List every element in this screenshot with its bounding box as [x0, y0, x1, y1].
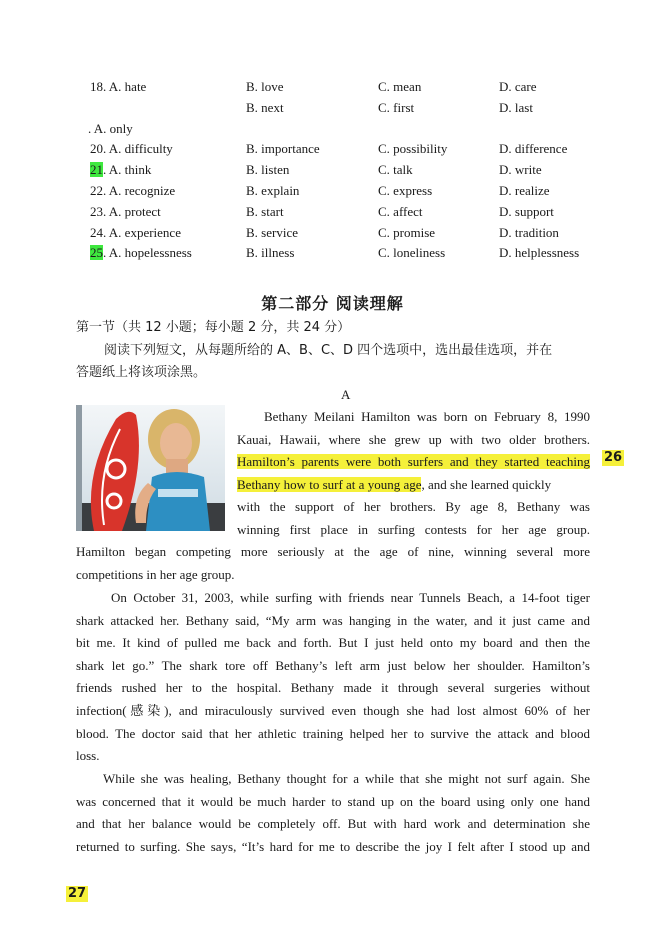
option-d: D. last	[499, 99, 533, 115]
p3-line: was concerned that it would be much harder to stand up on the board using only one hand	[76, 793, 590, 809]
paragraph-3	[76, 768, 590, 858]
paragraph-1-wrap	[237, 406, 590, 542]
option-c: C. talk	[378, 162, 413, 178]
option-c: C. express	[378, 183, 433, 198]
option-text: . A. hopelessness	[103, 245, 192, 261]
option-a	[90, 245, 192, 261]
p2-line: bit me. It kind of pulled me back and forth. But I just held onto my board and then the	[76, 635, 590, 651]
option-c: C. mean	[378, 79, 422, 94]
option-d: D. difference	[499, 141, 568, 157]
option-d: D. realize	[499, 183, 550, 198]
option-d: D. write	[499, 162, 542, 178]
option-c: C. promise	[378, 224, 436, 240]
option-b: B. start	[246, 203, 284, 219]
question-number-highlight: 21	[90, 162, 103, 178]
p1-line-4-rest: , and she learned quickly	[421, 476, 552, 492]
section-title: 第二部分 阅读理解	[261, 294, 404, 313]
p1-line-8: competitions in her age group.	[76, 566, 235, 582]
p3-line: While she was healing, Bethany thought for a while that she might not surf again. She	[103, 771, 590, 786]
option-d: D. helplessness	[499, 245, 580, 261]
option-a: 24. A. experience	[90, 224, 181, 240]
option-b: B. explain	[246, 183, 300, 198]
option-b: B. illness	[246, 245, 295, 261]
passage-label: A	[341, 387, 351, 402]
highlight-q26-part1: Hamilton’s parents were both surfers and they started teaching	[237, 454, 590, 470]
paragraph-1-tail	[76, 541, 590, 586]
option-b: B. importance	[246, 141, 320, 157]
p1-line-3	[237, 451, 590, 474]
question-number-highlight: 25	[90, 245, 103, 261]
option-c: C. possibility	[378, 141, 448, 157]
p1-line-1: Bethany Meilani Hamilton was born on February 8, 1990	[264, 409, 590, 424]
p1-line-5: with the support of her brothers. By age 8, Bethany was	[237, 499, 590, 515]
option-a: 22. A. recognize	[90, 183, 176, 198]
p1-line-2: Kauai, Hawaii, where she grew up with two older brothers.	[237, 431, 590, 447]
option-a	[90, 162, 151, 178]
p1-line-4	[237, 474, 590, 497]
option-d: D. support	[499, 203, 554, 219]
p2-line: infection(感染), and miraculously survived even though she had lost almost 60% of her	[76, 702, 590, 718]
option-b: B. next	[246, 99, 284, 115]
option-a: 23. A. protect	[90, 203, 161, 219]
p2-line: shark let go.” The shark tore off Bethany’s left arm just below her shoulder. Hamilton’s	[76, 657, 590, 673]
option-c: C. affect	[378, 203, 423, 219]
p2-line: shark attacked her. Bethany said, “My arm was hanging in the water, and it just came and	[76, 612, 590, 628]
instruction-line-2: 答题纸上将该项涂黑。	[76, 365, 207, 380]
p1-line-7: Hamilton began competing more seriously at the age of nine, winning several more	[76, 544, 590, 559]
p2-line: loss.	[76, 748, 100, 764]
section-subtitle: 第一节（共 12 小题；每小题 2 分，共 24 分）	[76, 320, 351, 335]
option-b: B. service	[246, 224, 298, 240]
option-a: . A. only	[88, 120, 133, 136]
question-tag-27: 27	[68, 886, 87, 901]
option-c: C. loneliness	[378, 245, 446, 261]
option-a: 18. A. hate	[90, 79, 147, 94]
option-text: . A. think	[103, 162, 152, 178]
option-b: B. listen	[246, 162, 290, 178]
paragraph-2	[76, 587, 590, 768]
p3-line: and that her balance would be completely off. But with hard work and determination she	[76, 816, 590, 832]
instruction-line-1: 阅读下列短文，从每题所给的 A、B、C、D 四个选项中，选出最佳选项，并在	[104, 343, 553, 358]
p2-line: On October 31, 2003, while surfing with friends near Tunnels Beach, a 14-foot tiger	[111, 590, 590, 605]
option-a: 20. A. difficulty	[90, 141, 173, 157]
option-d: D. care	[499, 79, 537, 94]
surfer-photo	[76, 405, 225, 531]
option-b: B. love	[246, 79, 284, 94]
option-d: D. tradition	[499, 224, 559, 240]
question-tag-26: 26	[604, 450, 623, 465]
p2-line: blood. The doctor said that her athletic training helped her to survive the attack and blood	[76, 725, 590, 741]
p2-line: friends rushed her to the hospital. Bethany made it through several surgeries without	[76, 680, 590, 696]
option-c: C. first	[378, 99, 415, 115]
p3-line: returned to surfing. She says, “It’s hard for me to describe the joy I felt after I stood up and	[76, 838, 590, 854]
p1-line-6: winning first place in surfing contests for her age group.	[237, 521, 590, 537]
highlight-q26-part2: Bethany how to surf at a young age	[237, 476, 422, 492]
